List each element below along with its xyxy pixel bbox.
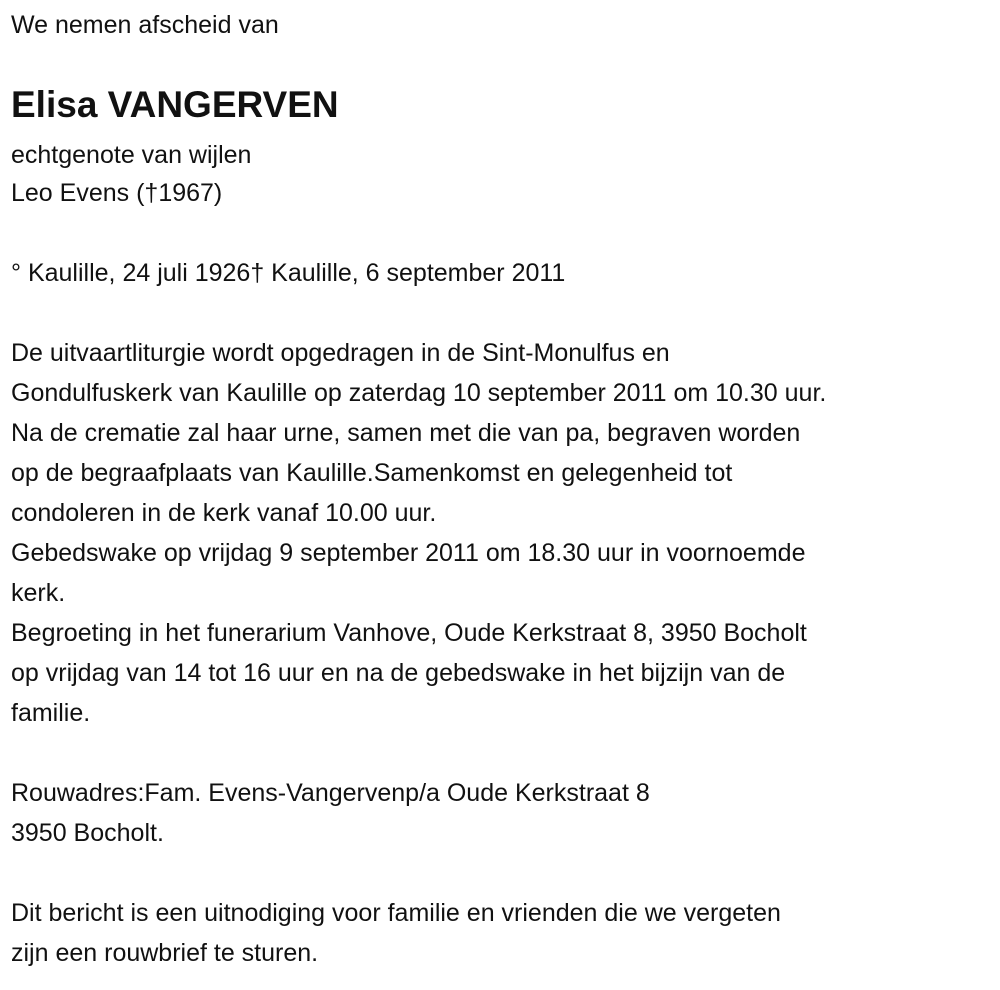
ceremony-line: Gondulfuskerk van Kaulille op zaterdag 10 september 2011 om 10.30 uur. xyxy=(11,379,827,407)
ceremony-line: kerk. xyxy=(11,579,66,607)
spouse-line-2: Leo Evens (†1967) xyxy=(11,179,223,207)
closing-line: Dit bericht is een uitnodiging voor familie en vrienden die we vergeten xyxy=(11,899,781,927)
address-line: 3950 Bocholt. xyxy=(11,819,164,847)
ceremony-details xyxy=(11,333,826,733)
ceremony-line: familie. xyxy=(11,699,91,727)
intro-text: We nemen afscheid van xyxy=(11,11,279,39)
ceremony-line: De uitvaartliturgie wordt opgedragen in de Sint-Monulfus en xyxy=(11,339,670,367)
ceremony-line: Na de crematie zal haar urne, samen met die van pa, begraven worden xyxy=(11,419,801,447)
ceremony-line: Gebedswake op vrijdag 9 september 2011 om 18.30 uur in voornoemde xyxy=(11,539,806,567)
spouse-line-1: echtgenote van wijlen xyxy=(11,141,252,169)
closing-note xyxy=(11,893,781,973)
ceremony-line: op de begraafplaats van Kaulille.Samenkomst en gelegenheid tot xyxy=(11,459,733,487)
ceremony-line: op vrijdag van 14 tot 16 uur en na de gebedswake in het bijzijn van de xyxy=(11,659,786,687)
birth-death-dates: ° Kaulille, 24 juli 1926† Kaulille, 6 september 2011 xyxy=(11,259,566,287)
mourning-address xyxy=(11,773,650,853)
closing-line: zijn een rouwbrief te sturen. xyxy=(11,939,319,967)
ceremony-line: Begroeting in het funerarium Vanhove, Oude Kerkstraat 8, 3950 Bocholt xyxy=(11,619,807,647)
ceremony-line: condoleren in de kerk vanaf 10.00 uur. xyxy=(11,499,437,527)
deceased-name: Elisa VANGERVEN xyxy=(11,84,339,125)
address-line: Rouwadres:Fam. Evens-Vangervenp/a Oude Kerkstraat 8 xyxy=(11,779,650,807)
